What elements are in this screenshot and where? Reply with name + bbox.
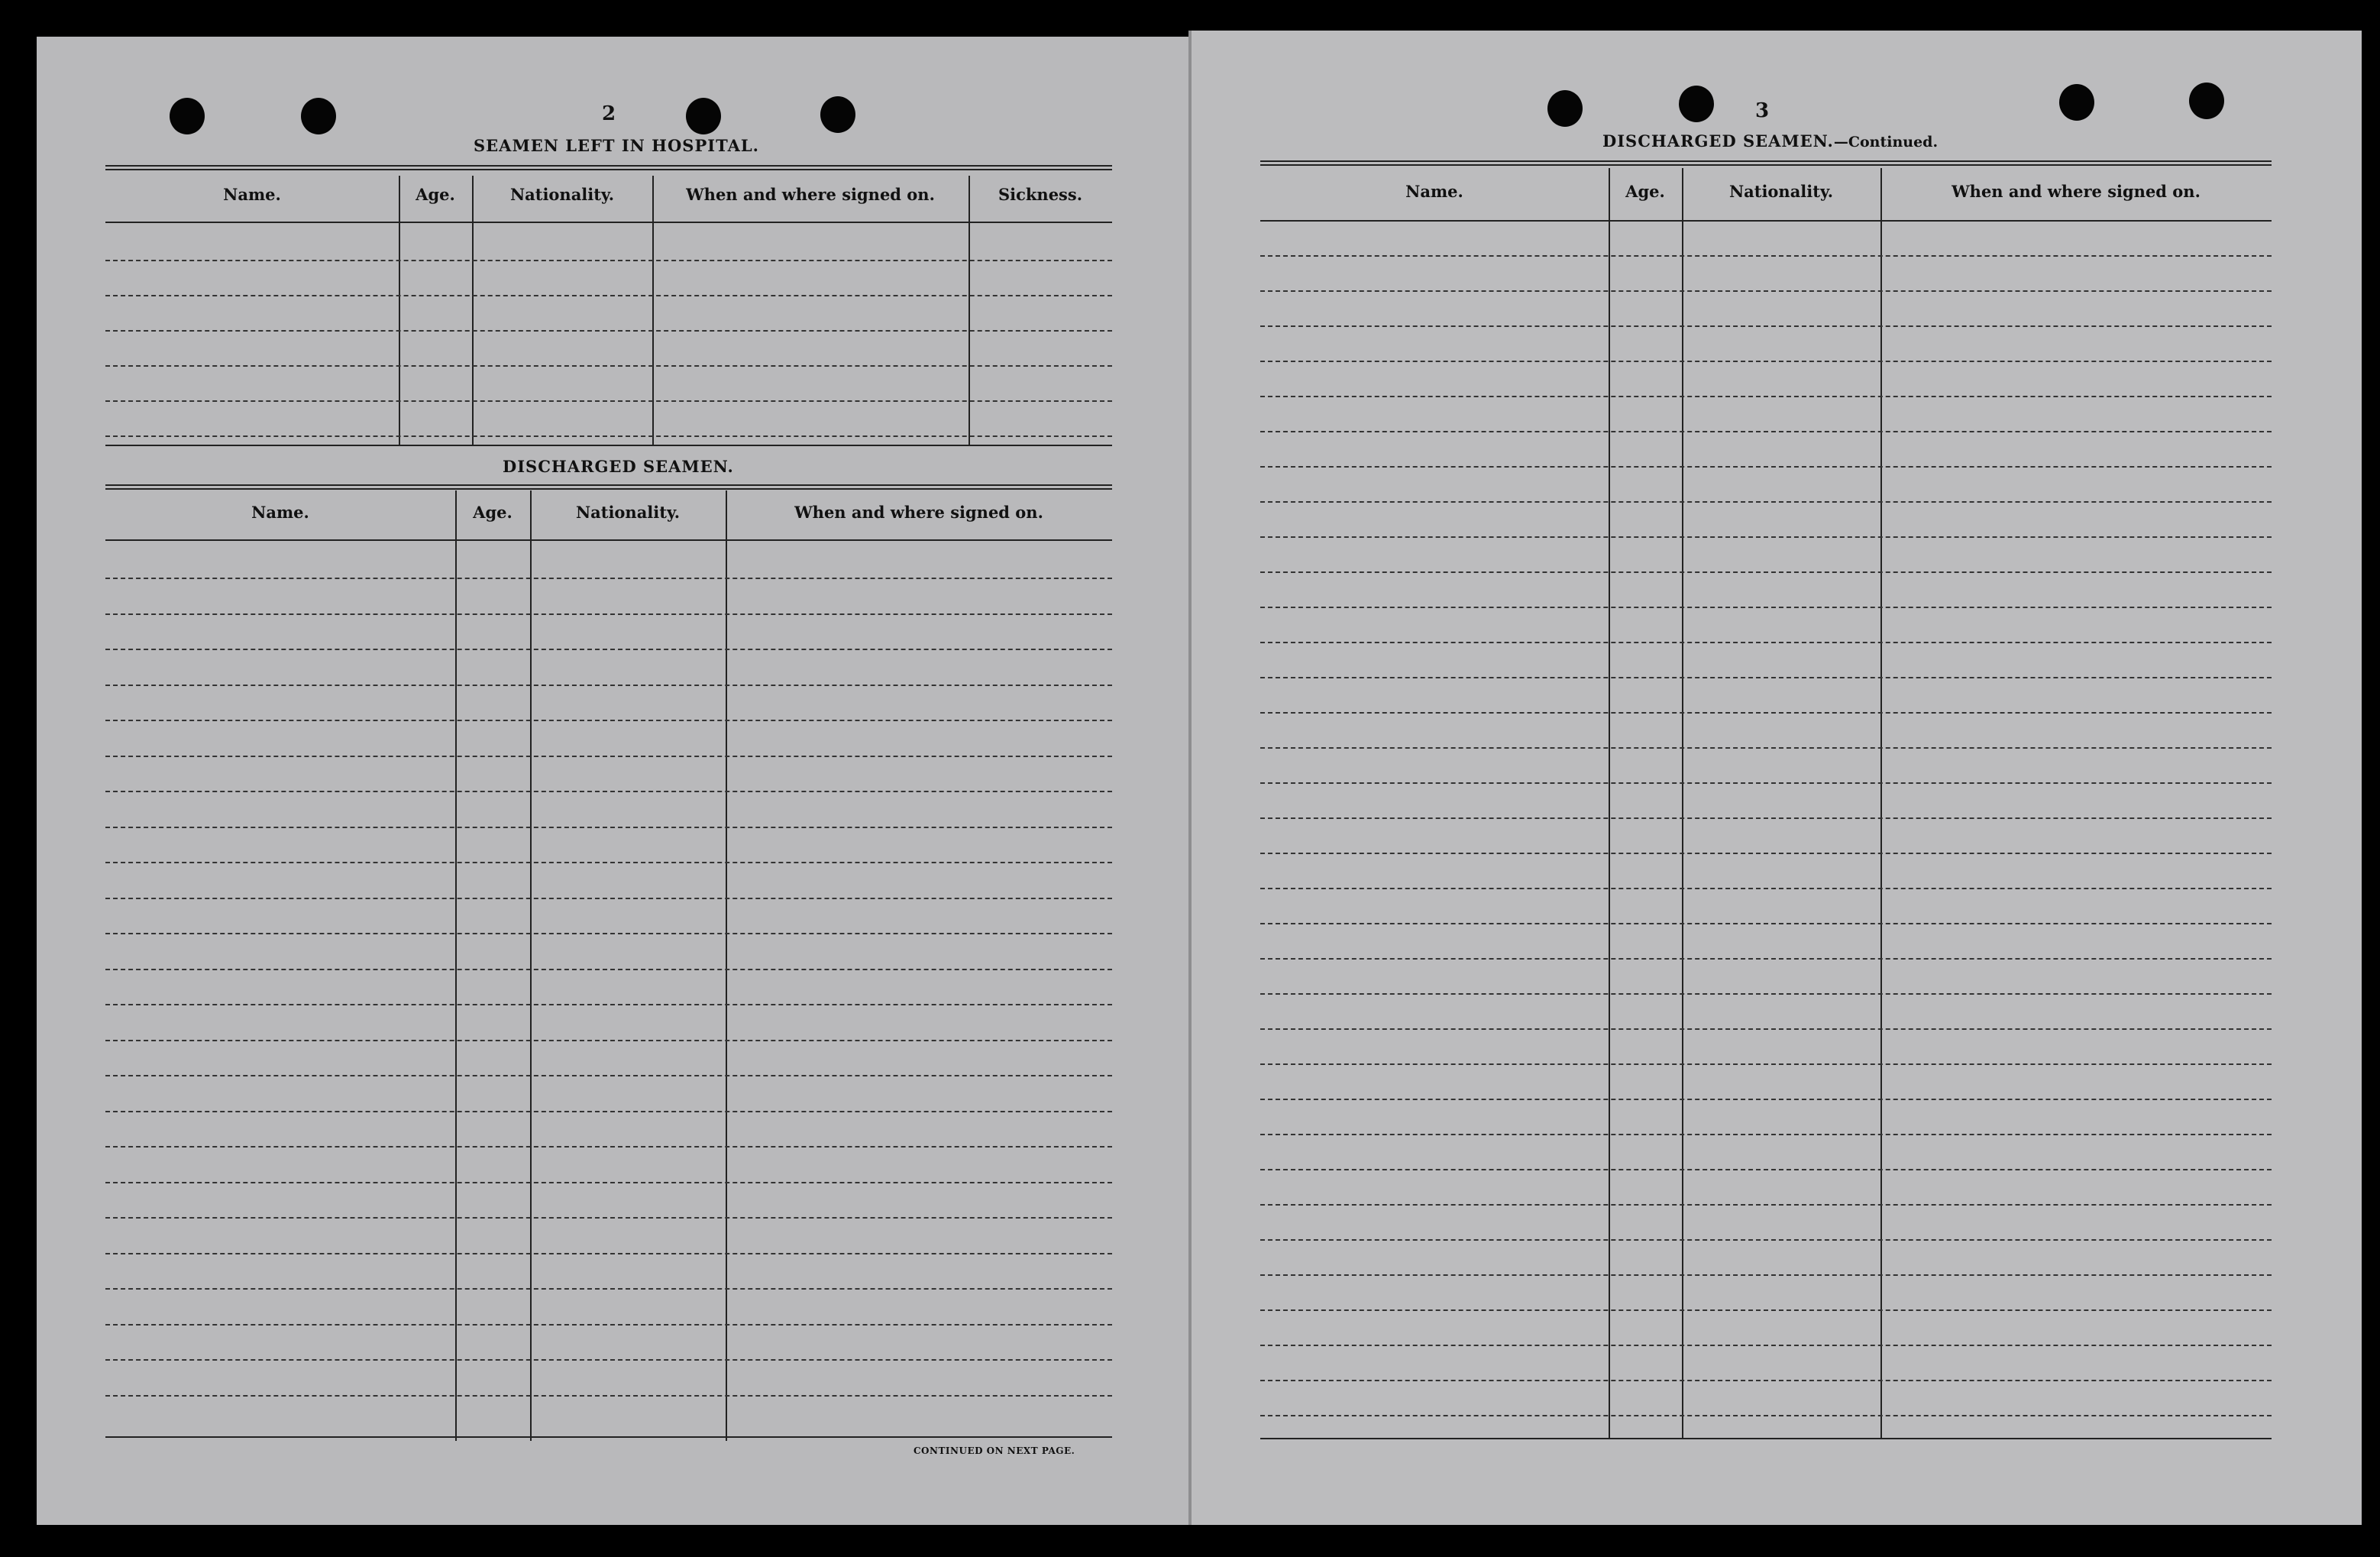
entry-row-line bbox=[105, 649, 1112, 650]
title-main: DISCHARGED SEAMEN. bbox=[1602, 131, 1834, 151]
entry-row-line bbox=[105, 613, 1112, 615]
entry-row-line bbox=[1260, 255, 2272, 257]
entry-row-line bbox=[1260, 712, 2272, 714]
entry-row-line bbox=[1260, 1345, 2272, 1346]
entry-row-line bbox=[105, 1359, 1112, 1361]
entry-row-line bbox=[1260, 1134, 2272, 1135]
title-continued: —Continued. bbox=[1833, 134, 1939, 151]
entry-row-line bbox=[105, 1253, 1112, 1254]
entry-row-line bbox=[105, 1075, 1112, 1076]
entry-row-line bbox=[1260, 1415, 2272, 1416]
entry-row-line bbox=[1260, 1274, 2272, 1276]
entry-row-line bbox=[1260, 747, 2272, 749]
entry-row-line bbox=[1260, 536, 2272, 538]
entry-row-line bbox=[1260, 325, 2272, 327]
column-header-sickness: Sickness. bbox=[998, 185, 1083, 204]
entry-row-line bbox=[105, 1040, 1112, 1041]
entry-row-line bbox=[1260, 958, 2272, 960]
entry-row-line bbox=[1260, 396, 2272, 397]
punch-hole bbox=[820, 96, 855, 133]
column-header-name: Name. bbox=[251, 503, 309, 522]
entry-row-line bbox=[1260, 993, 2272, 995]
discharged-continued-title bbox=[1602, 131, 1938, 151]
entry-row-line bbox=[105, 1395, 1112, 1397]
entry-row-line bbox=[1260, 1204, 2272, 1206]
hospital-section-title: SEAMEN LEFT IN HOSPITAL. bbox=[474, 136, 759, 155]
column-header-nationality: Nationality. bbox=[575, 503, 681, 522]
entry-row-line bbox=[105, 578, 1112, 579]
continued-footer: CONTINUED ON NEXT PAGE. bbox=[914, 1445, 1075, 1456]
entry-row-line bbox=[1260, 853, 2272, 854]
discharged-section-title: DISCHARGED SEAMEN. bbox=[503, 457, 734, 476]
entry-row-line bbox=[1260, 888, 2272, 889]
entry-row-line bbox=[1260, 1099, 2272, 1100]
entry-row-line bbox=[1260, 782, 2272, 784]
column-header-signed-on: When and where signed on. bbox=[686, 185, 935, 204]
punch-hole bbox=[686, 98, 721, 134]
entry-row-line bbox=[105, 862, 1112, 863]
entry-row-line bbox=[1260, 1169, 2272, 1170]
entry-row-line bbox=[1260, 466, 2272, 468]
entry-row-line bbox=[1260, 677, 2272, 678]
entry-row-line bbox=[1260, 571, 2272, 573]
entry-row-line bbox=[1260, 290, 2272, 292]
column-header-name: Name. bbox=[223, 185, 281, 204]
entry-row-line bbox=[105, 1217, 1112, 1219]
column-header-nationality: Nationality. bbox=[509, 185, 615, 204]
entry-row-line bbox=[1260, 1028, 2272, 1030]
entry-row-line bbox=[105, 1111, 1112, 1112]
entry-row-line bbox=[1260, 1063, 2272, 1065]
entry-row-line bbox=[105, 1288, 1112, 1290]
entry-row-line bbox=[105, 898, 1112, 899]
hospital-table bbox=[105, 165, 1112, 448]
column-header-signed-on: When and where signed on. bbox=[1952, 182, 2201, 201]
entry-row-line bbox=[1260, 361, 2272, 362]
entry-row-line bbox=[105, 1146, 1112, 1148]
entry-row-line bbox=[105, 969, 1112, 970]
entry-row-line bbox=[1260, 431, 2272, 432]
entry-row-line bbox=[105, 933, 1112, 934]
entry-row-line bbox=[105, 1182, 1112, 1183]
column-header-name: Name. bbox=[1405, 182, 1463, 201]
entry-row-line bbox=[1260, 1380, 2272, 1381]
punch-hole bbox=[2189, 83, 2224, 119]
discharged-table bbox=[105, 484, 1112, 1439]
entry-row-line bbox=[105, 720, 1112, 721]
entry-row-line bbox=[1260, 1309, 2272, 1311]
entry-row-line bbox=[1260, 1239, 2272, 1241]
column-header-age: Age. bbox=[473, 503, 513, 522]
entry-row-line bbox=[105, 1324, 1112, 1326]
discharged-continued-table bbox=[1260, 160, 2272, 1444]
column-header-nationality: Nationality. bbox=[1728, 182, 1834, 201]
entry-row-line bbox=[1260, 642, 2272, 643]
entry-row-line bbox=[1260, 607, 2272, 608]
page-number: 2 bbox=[602, 102, 616, 125]
entry-row-line bbox=[105, 685, 1112, 686]
entry-row-line bbox=[1260, 817, 2272, 819]
page-number: 3 bbox=[1755, 99, 1770, 122]
punch-hole bbox=[1547, 90, 1583, 127]
page-fold bbox=[1188, 31, 1192, 1525]
punch-hole bbox=[2059, 84, 2094, 121]
column-header-signed-on: When and where signed on. bbox=[794, 503, 1043, 522]
entry-row-line bbox=[105, 791, 1112, 792]
entry-row-line bbox=[105, 827, 1112, 828]
entry-row-line bbox=[1260, 501, 2272, 503]
punch-hole bbox=[1679, 86, 1714, 122]
punch-hole bbox=[170, 98, 205, 134]
column-header-age: Age. bbox=[1625, 182, 1665, 201]
punch-hole bbox=[301, 98, 336, 134]
entry-row-line bbox=[105, 1004, 1112, 1005]
entry-row-line bbox=[1260, 923, 2272, 924]
column-header-age: Age. bbox=[416, 185, 455, 204]
entry-row-line bbox=[105, 756, 1112, 757]
